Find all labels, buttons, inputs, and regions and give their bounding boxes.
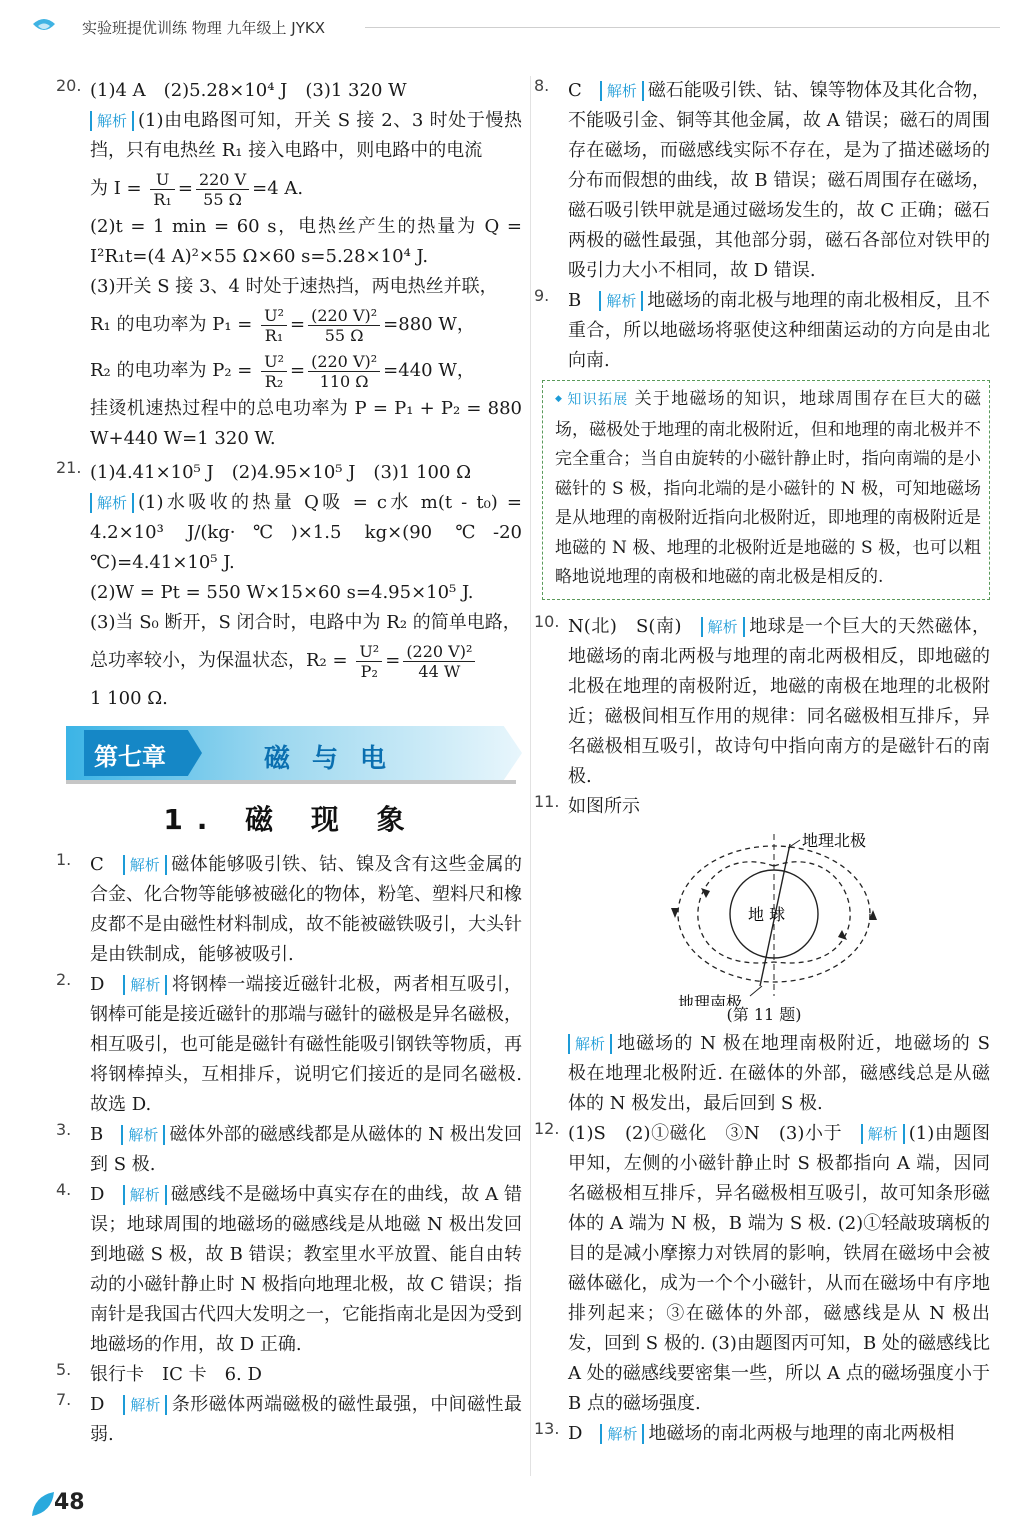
analysis-text: (3)开关 S 接 3、4 时处于速热挡，两电热丝并联， (90, 276, 498, 297)
question-number: 7. (56, 1390, 72, 1409)
eq-text: R₂ 的电功率为 P₂ = (90, 360, 253, 381)
analysis-tag: 解析 (123, 975, 167, 995)
denominator: 110 Ω (319, 371, 369, 391)
leaf-icon (30, 1490, 56, 1520)
denominator: 44 W (418, 661, 461, 681)
eq-text: =440 W， (383, 360, 475, 381)
analysis-text: (1)由电路图可知，开关 S 接 2、3 时处于慢热挡，只有电热丝 R₁ 接入电路中，则电路中的电流 (90, 110, 522, 161)
fraction (308, 306, 380, 345)
question-number: 1. (56, 850, 72, 869)
analysis-tag: 解析 (123, 855, 167, 875)
answer-text: B (568, 290, 582, 311)
analysis-tag: 解析 (861, 1124, 905, 1144)
question-13 (534, 1418, 990, 1449)
left-column (56, 76, 523, 1450)
analysis-tag: 解析 (568, 1034, 612, 1054)
question-number: 10. (534, 611, 560, 631)
eq-text: 为 I = (90, 178, 142, 199)
chapter-label: 第七章 (94, 743, 166, 771)
question-11-analysis (538, 1029, 990, 1119)
earth-magnetic-field-figure (538, 826, 990, 1006)
question-number: 2. (56, 970, 72, 989)
analysis-text: 地磁场的 N 极在地理南极附近，地磁场的 S 极在地理北极附近. 在磁体的外部，磁感线总是从磁体的 N 极发出，最后回到 S 极. (568, 1032, 990, 1114)
analysis-tag: 解析 (121, 1125, 165, 1145)
page-header (30, 10, 1000, 42)
analysis-text: 将钢棒一端接近磁针北极，两者相互吸引，钢棒可能是接近磁针的那端与磁针的磁极是异名磁极，相互吸引，也可能是磁针有磁性能吸引钢铁等物质，再将钢棒掉头，互相排斥，说明它们接近的是同名磁极. 故选 D. (90, 974, 523, 1115)
knowledge-text: 关于地磁场的知识，地球周围存在巨大的磁场，磁极处于地理的南北极附近，但和地理的南北极并不完全重合；当自由旋转的小磁针静止时，指向南端的是小磁针的 S 极，指向北端的是小磁针的 N 极，可知地磁场是从地理的南极附近指向北极附近，即地理的南极附近是地磁的 N 极、地理的北极附近是地磁的 S 极，也可以粗略地说地理的南极和地磁的南北极是相反的. (555, 389, 981, 587)
question-number: 5. (56, 1360, 72, 1379)
question-number: 13. (534, 1418, 560, 1438)
eq-text: =4 A. (252, 178, 304, 199)
question-12 (534, 1118, 991, 1419)
question-1 (56, 850, 523, 970)
answer-text: B (90, 1124, 104, 1145)
knowledge-label: ◆ 知识拓展 (555, 392, 629, 408)
analysis-text: 条形磁体两端磁极的磁性最强，中间磁性最弱. (90, 1394, 523, 1445)
answer-text: D (90, 1184, 105, 1205)
question-number: 4. (56, 1180, 72, 1199)
question-10 (534, 611, 990, 792)
analysis-text: (3)当 S₀ 断开，S 闭合时，电路中为 R₂ 的简单电路， (90, 612, 521, 633)
answer-text: 银行卡 IC 卡 6. D (90, 1364, 262, 1385)
fraction (308, 352, 380, 391)
answer-text: C (90, 854, 104, 875)
fraction (261, 352, 287, 391)
analysis-text: (2)t = 1 min = 60 s，电热丝产生的热量为 Q = I²R₁t=(4 A)²×55 Ω×60 s=5.28×10⁴ J. (90, 216, 522, 267)
analysis-tag: 解析 (600, 81, 644, 101)
eq-text: = (385, 650, 401, 671)
analysis-tag: 解析 (599, 291, 643, 311)
section-title: 1. 磁 现 象 (163, 803, 419, 836)
analysis-tag: 解析 (600, 1424, 644, 1444)
question-5-6 (56, 1360, 522, 1390)
analysis-tag: 解析 (123, 1395, 167, 1415)
equation-line (90, 166, 522, 212)
fraction (196, 170, 249, 209)
eq-text: = (289, 314, 306, 335)
right-column (534, 76, 991, 1449)
question-9 (534, 286, 991, 376)
question-number: 9. (534, 286, 550, 305)
question-number: 3. (56, 1120, 72, 1139)
denominator: R₁ (153, 189, 172, 209)
north-label: 地理北极 (802, 830, 867, 850)
analysis-text: (1)水吸收的热量 Q吸 = c水 m(t - t₀) = 4.2×10³ J/(kg·℃)×1.5 kg×(90 ℃-20 ℃)=4.41×10⁵ J. (90, 492, 522, 573)
answer-text: D (568, 1422, 583, 1444)
equation-line (90, 302, 522, 348)
eq-text: =880 W， (383, 314, 475, 335)
question-number: 11. (534, 791, 560, 811)
denominator: R₂ (264, 371, 284, 391)
analysis-text: 磁石能吸引铁、钴、镍等物体及其化合物，不能吸引金、铜等其他金属，故 A 错误；磁石的周围存在磁场，而磁感线实际不存在，是为了描述磁场的分布而假想的曲线，故 B 错误；磁石周围存在磁场，磁石吸引铁甲就是通过磁场发生的，故 C 正确；磁石两极的磁性最强，其他部分弱，磁石各部位对铁甲的吸引力大小不相同，故 D 错误. (568, 80, 991, 281)
analysis-text: 地磁场的南北极与地理的南北极相反，且不重合，所以地磁场将驱使这种细菌运动的方向是由北向南. (568, 290, 991, 371)
answer-text: (1)S (2)①磁化 ③N (3)小于 (568, 1122, 843, 1144)
answer-text: (1)4.41×10⁵ J (2)4.95×10⁵ J (3)1 100 Ω (90, 462, 472, 483)
header-rule (365, 27, 1000, 28)
earth-label: 地 球 (748, 904, 786, 924)
question-7 (56, 1390, 523, 1450)
analysis-text: 地磁场的南北两极与地理的南北两极相 (648, 1422, 955, 1444)
eq-text: R₁ 的电功率为 P₁ = (90, 314, 253, 335)
analysis-text: (2)W = Pt = 550 W×15×60 s=4.95×10⁵ J. (90, 582, 474, 603)
header-title: 实验班提优训练 物理 九年级上 JYKX (82, 19, 326, 37)
denominator: 55 Ω (324, 325, 364, 345)
page-number: 48 (54, 1490, 85, 1515)
figure-caption: (第 11 题) (726, 1004, 802, 1024)
question-4 (56, 1180, 522, 1360)
analysis-text: 磁体能够吸引铁、钴、镍及含有这些金属的合金、化合物等能够被磁化的物体，粉笔、塑料尺和橡皮都不是由磁性材料制成，故不能被磁铁吸引，大头针是由铁制成，能够被吸引. (90, 854, 523, 965)
question-20 (56, 76, 522, 454)
analysis-text: 磁体外部的磁感线都是从磁体的 N 极出发回到 S 极. (90, 1124, 522, 1175)
denominator: P₂ (360, 661, 378, 681)
numerator: 220 V (196, 170, 249, 190)
numerator: (220 V)² (308, 352, 380, 372)
answer-text: C (568, 80, 582, 101)
analysis-text: 1 100 Ω. (90, 688, 168, 709)
fraction (356, 642, 382, 681)
book-logo-icon (30, 12, 58, 40)
question-21 (56, 458, 522, 714)
numerator: (220 V)² (403, 642, 475, 662)
knowledge-extension-box (542, 380, 990, 600)
fraction (261, 306, 287, 345)
chapter-shadow (66, 780, 516, 784)
analysis-text: 挂烫机速热过程中的总电功率为 P = P₁ + P₂ = 880 W+440 W=1 320 W. (90, 398, 522, 449)
question-number: 21. (56, 458, 82, 477)
analysis-tag: 解析 (701, 617, 745, 637)
chapter-banner (66, 726, 522, 784)
answer-text: D (90, 1394, 105, 1415)
numerator: U (150, 170, 174, 190)
eq-text: = (177, 178, 193, 199)
analysis-text: 地球是一个巨大的天然磁体，地磁场的南北两极与地理的南北两极相反，即地磁的北极在地理的南极附近，地磁的南极在地理的北极附近；磁极间相互作用的规律：同名磁极相互排斥，异名磁极相互吸引，故诗句中指向南方的是磁针石的南极. (568, 615, 990, 787)
analysis-tag: 解析 (90, 493, 134, 513)
answer-text: 如图所示 (568, 795, 640, 817)
fraction (150, 170, 174, 209)
answer-text: (1)4 A (2)5.28×10⁴ J (3)1 320 W (90, 80, 407, 101)
numerator: (220 V)² (308, 306, 380, 326)
column-divider (530, 76, 531, 1476)
denominator: R₁ (264, 325, 284, 345)
question-2 (56, 970, 523, 1120)
eq-text: = (289, 360, 306, 381)
eq-text: 总功率较小，为保温状态，R₂ = (90, 650, 348, 671)
chapter-name: 磁与电 (264, 744, 409, 774)
equation-line (90, 348, 522, 394)
question-11 (534, 791, 990, 822)
analysis-text: (1)由题图甲知，左侧的小磁针静止时 S 极都指向 A 端，因同名磁极相互排斥，异名磁极相互吸引，故可知条形磁体的 A 端为 N 极，B 端为 S 极. (2)①轻敲玻璃板的目的是减小摩擦力对铁屑的影响，铁屑在磁场中会被磁体磁化，成为一个个小磁针，从而在磁场中有序地排列起来；③在磁体的外部，磁感线是从 N 极出发，回到 S 极的. (3)由题图丙可知，B 处的磁感线比 A 处的磁感线要密集一些，所以 A 点的磁场强度小于 B 点的磁场强度. (568, 1122, 991, 1414)
numerator: U² (261, 306, 287, 326)
fraction (403, 642, 475, 681)
analysis-tag: 解析 (123, 1185, 167, 1205)
denominator: 55 Ω (203, 189, 242, 209)
question-8 (534, 76, 991, 286)
question-number: 20. (56, 76, 82, 95)
page-number-badge (30, 1486, 86, 1522)
answer-text: N(北) S(南) (568, 615, 682, 637)
question-3 (56, 1120, 522, 1180)
numerator: U² (261, 352, 287, 372)
earth-field-diagram (538, 826, 990, 1006)
answer-text: D (90, 974, 105, 995)
south-leader (750, 986, 762, 996)
field-line-right (774, 861, 850, 962)
equation-line (90, 638, 522, 684)
question-number: 12. (534, 1118, 560, 1138)
south-label: 地理南极 (678, 992, 743, 1006)
question-number: 8. (534, 76, 550, 95)
analysis-text: 磁感线不是磁场中真实存在的曲线，故 A 错误；地球周围的地磁场的磁感线是从地磁 N 极出发回到地磁 S 极，故 B 错误；教室里水平放置、能自由转动的小磁针静止时 N 极指向地理北极，故 C 错误；指南针是我国古代四大发明之一，它能指南北是因为受到地磁场的作用，故 D 正确. (90, 1184, 522, 1355)
analysis-tag: 解析 (90, 111, 134, 131)
numerator: U² (356, 642, 382, 662)
